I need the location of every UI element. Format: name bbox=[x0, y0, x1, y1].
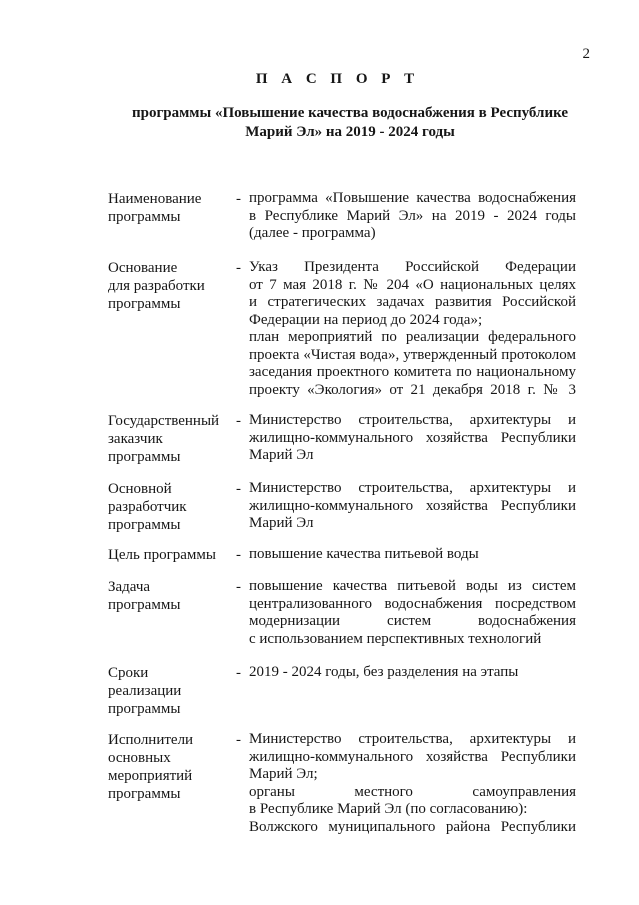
value-line: Министерство строительства, архитектуры и bbox=[249, 412, 576, 428]
row-value bbox=[249, 190, 576, 243]
label-line: Сроки bbox=[108, 665, 149, 681]
row-label bbox=[108, 259, 233, 313]
row-label bbox=[108, 480, 233, 534]
row-value bbox=[249, 412, 576, 465]
label-line: программы bbox=[108, 701, 181, 717]
value-line: Марий Эл bbox=[249, 447, 314, 463]
value-line: с использованием перспективных технологий bbox=[249, 630, 542, 647]
row-dash: - bbox=[236, 191, 241, 207]
label-line: программы bbox=[108, 209, 181, 225]
row-value bbox=[249, 480, 576, 533]
row-value bbox=[249, 731, 576, 836]
row-value bbox=[249, 546, 576, 564]
label-line: для разработки bbox=[108, 278, 205, 294]
row-dash: - bbox=[236, 481, 241, 497]
label-line: Основание bbox=[108, 260, 178, 276]
value-line: Марий Эл bbox=[249, 515, 314, 531]
value-line: проекту «Экология» от 21 декабря 2018 г. № 3 bbox=[249, 381, 576, 398]
value-line: в Республике Марий Эл» на 2019 - 2024 годы bbox=[249, 207, 576, 224]
row-dash: - bbox=[236, 665, 241, 681]
value-line: жилищно-коммунального хозяйства Республики bbox=[249, 429, 576, 446]
row-dash: - bbox=[236, 413, 241, 429]
label-line: Задача bbox=[108, 579, 151, 595]
value-line: Министерство строительства, архитектуры и bbox=[249, 480, 576, 496]
value-line: заседания проектного комитета по национальному bbox=[249, 364, 576, 380]
value-line: повышение качества питьевой воды bbox=[249, 546, 479, 562]
value-line: повышение качества питьевой воды из систем bbox=[249, 578, 576, 594]
row-dash: - bbox=[236, 732, 241, 748]
document-title: П А С П О Р Т bbox=[255, 71, 420, 87]
row-label bbox=[108, 190, 233, 226]
value-line: Федерации на период до 2024 года»; bbox=[249, 311, 483, 328]
document-subtitle bbox=[110, 104, 590, 142]
row-label bbox=[108, 664, 233, 718]
label-line: Основной bbox=[108, 481, 172, 497]
value-line: Министерство строительства, архитектуры и bbox=[249, 731, 576, 747]
label-line: программы bbox=[108, 517, 181, 533]
row-label bbox=[108, 412, 233, 466]
value-line: (далее - программа) bbox=[249, 225, 376, 241]
value-line: план мероприятий по реализации федерального bbox=[249, 329, 576, 345]
value-line: Марий Эл; bbox=[249, 766, 318, 782]
label-line: Наименование bbox=[108, 191, 202, 207]
row-label bbox=[108, 546, 233, 564]
value-line: жилищно-коммунального хозяйства Республики bbox=[249, 748, 576, 765]
subtitle-line: программы «Повышение качества водоснабжения в Республике bbox=[131, 105, 569, 121]
label-line: реализации bbox=[108, 683, 182, 699]
row-dash: - bbox=[236, 260, 241, 276]
value-line: модернизации систем водоснабжения bbox=[249, 613, 576, 629]
row-value bbox=[249, 259, 576, 399]
value-line: централизованного водоснабжения посредством bbox=[249, 595, 576, 612]
value-line: Указ Президента Российской Федерации bbox=[249, 259, 576, 275]
page-number: 2 bbox=[582, 46, 590, 62]
label-line: программы bbox=[108, 449, 181, 465]
row-value bbox=[249, 664, 576, 682]
label-line: разработчик bbox=[108, 499, 187, 515]
value-line: и стратегических задачах развития Российской bbox=[249, 294, 576, 310]
row-label bbox=[108, 731, 233, 803]
value-line: Волжского муниципального района Республики bbox=[249, 818, 576, 835]
value-line: в Республике Марий Эл (по согласованию): bbox=[249, 801, 528, 817]
value-line: от 7 мая 2018 г. № 204 «О национальных целях bbox=[249, 276, 576, 293]
label-line: мероприятий bbox=[108, 768, 193, 784]
row-label bbox=[108, 578, 233, 614]
label-line: программы bbox=[108, 597, 181, 613]
label-line: основных bbox=[108, 750, 171, 766]
value-line: 2019 - 2024 годы, без разделения на этапы bbox=[249, 664, 519, 680]
subtitle-line: Марий Эл» на 2019 - 2024 годы bbox=[245, 124, 455, 140]
label-line: программы bbox=[108, 296, 181, 312]
value-line: органы местного самоуправления bbox=[249, 783, 576, 800]
label-line: Цель программы bbox=[108, 547, 216, 563]
value-line: жилищно-коммунального хозяйства Республики bbox=[249, 497, 576, 514]
label-line: Исполнители bbox=[108, 732, 194, 748]
label-line: программы bbox=[108, 786, 181, 802]
row-dash: - bbox=[236, 547, 241, 563]
label-line: Государственный bbox=[108, 413, 220, 429]
value-line: программа «Повышение качества водоснабжения bbox=[249, 190, 576, 206]
row-value bbox=[249, 578, 576, 648]
row-dash: - bbox=[236, 579, 241, 595]
label-line: заказчик bbox=[108, 431, 163, 447]
value-line: проекта «Чистая вода», утвержденный протоколом bbox=[249, 346, 576, 363]
